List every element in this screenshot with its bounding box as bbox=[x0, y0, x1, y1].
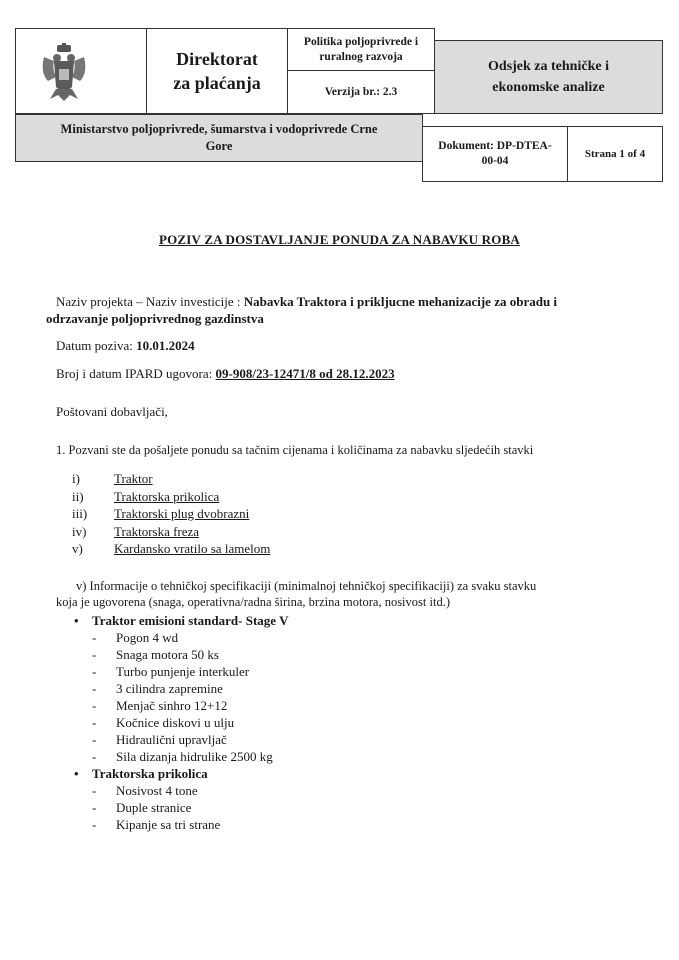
policy-line2: ruralnog razvoja bbox=[319, 50, 403, 63]
version-text: Verzija br.: 2.3 bbox=[324, 86, 398, 98]
project-value-line2: odrzavanje poljoprivrednog gazdinstva bbox=[46, 311, 264, 326]
document-title: POZIV ZA DOSTAVLJANJE PONUDA ZA NABAVKU ROBA bbox=[158, 232, 521, 247]
page-info-cell bbox=[567, 126, 663, 182]
org-line1: Direktorat bbox=[176, 49, 258, 69]
document-line1: Dokument: DP-DTEA- bbox=[438, 140, 552, 152]
greeting: Poštovani dobavljači, bbox=[56, 404, 168, 419]
org-name-cell bbox=[146, 28, 288, 114]
contract-line bbox=[56, 366, 395, 382]
version-cell bbox=[287, 70, 435, 114]
item-number: v) bbox=[72, 541, 83, 556]
item-label: Traktorski plug dvobrazni bbox=[114, 506, 250, 521]
policy-cell bbox=[287, 28, 435, 71]
logo-cell bbox=[15, 28, 147, 114]
item-number: ii) bbox=[72, 488, 84, 504]
department-cell bbox=[434, 40, 663, 114]
item-number: iii) bbox=[72, 506, 88, 521]
policy-line1: Politika poljoprivrede i bbox=[303, 35, 419, 48]
document-page: Direktorat za plaćanja Politika poljoprivrede i ruralnog razvoja Verzija br.: 2.3 Odsjek za tehničke i ekonomske analize Ministarstvo poljoprivrede, šumarstva i vodoprivrede Crne Gore Dokument: DP-DTEA- 00-04 Strana 1 of 4 POZIV ZA DOSTAVLJANJE PONUDA ZA NABAVKU ROBA Naziv projekta – Naziv investicije : Nabavka Traktora i prikljucne mehanizacije za obradu i odrzavanje poljoprivrednog gazdinstva Datum poziva: 10.01.2024 Broj i datum IPARD ugovora: 09-908/23-12471/8 od 28.12.2023 Poštovani dobavljači, 1. Pozvani ste da pošaljete ponudu sa tačnim cijenama i količinama za nabavku sljedećih stavki i) Traktor ii) Traktorska prikolica iii) Traktorski plug dvobrazni iv) Traktorska freza v) Kardansko vratilo sa lamelom v) Informacije o tehničkoj specifikaciji (minimalnoj tehničkoj specifikaciji) za svaku stavku koja je ugovorena (snaga, operativna/radna širina, brzina motora, nosivost itd.) • Traktor emisioni standard- Stage V - Pogon 4 wd - Snaga motora 50 ks - Turbo punjenje interkuler - 3 cilindra zapremine - Menjač sinhro 12+12 - Kočnice diskovi u ulju - Hidraulični upravljač - Sila dizanja hidrulike 2500 kg • Traktorska prikolica - Nosivost 4 tone - Duple stranice - Kipanje sa tri strane bbox=[0, 0, 679, 960]
ministry-line2: Gore bbox=[205, 139, 233, 153]
dept-line1: Odsjek za tehničke i bbox=[488, 59, 609, 74]
date-label: Datum poziva: bbox=[56, 338, 137, 353]
project-line bbox=[56, 294, 557, 310]
ministry-line1: Ministarstvo poljoprivrede, šumarstva i vodoprivrede Crne bbox=[60, 122, 378, 136]
spec-intro-line1: v) Informacije o tehničkoj specifikaciji (minimalnoj tehničkoj specifikaciji) za svaku stavku bbox=[76, 579, 537, 593]
point-1: 1. Pozvani ste da pošaljete ponudu sa tačnim cijenama i količinama za nabavku sljedećih stavki bbox=[56, 443, 534, 457]
ministry-cell bbox=[15, 114, 423, 162]
project-value-line1: Nabavka Traktora i prikljucne mehanizacije za obradu i bbox=[243, 294, 558, 309]
org-line2: za plaćanja bbox=[173, 73, 261, 93]
item-label: Traktorska prikolica bbox=[114, 488, 220, 504]
document-line2: 00-04 bbox=[481, 155, 509, 167]
spec-intro-line2: koja je ugovorena (snaga, operativna/radna širina, brzina motora, nosivost itd.) bbox=[56, 595, 450, 609]
header-table bbox=[15, 28, 663, 182]
page-info-text: Strana 1 of 4 bbox=[584, 148, 646, 160]
date-line bbox=[56, 338, 195, 354]
montenegro-coat-of-arms-icon bbox=[38, 43, 90, 103]
contract-value: 09-908/23-12471/8 od 28.12.2023 bbox=[215, 366, 395, 381]
dept-line2: ekonomske analize bbox=[492, 80, 605, 95]
item-label: Traktor bbox=[114, 471, 153, 486]
contract-label: Broj i datum IPARD ugovora: bbox=[56, 366, 216, 381]
bullet-icon: • bbox=[74, 613, 79, 628]
document-id-cell bbox=[422, 126, 568, 182]
project-label: Naziv projekta – Naziv investicije : bbox=[56, 294, 244, 309]
item-label: Traktorska freza bbox=[114, 523, 200, 539]
item-number: i) bbox=[72, 471, 80, 486]
date-value: 10.01.2024 bbox=[136, 338, 195, 353]
item-number: iv) bbox=[72, 523, 87, 539]
item-label: Kardansko vratilo sa lamelom bbox=[114, 541, 271, 556]
bullet-icon: • bbox=[74, 766, 79, 781]
